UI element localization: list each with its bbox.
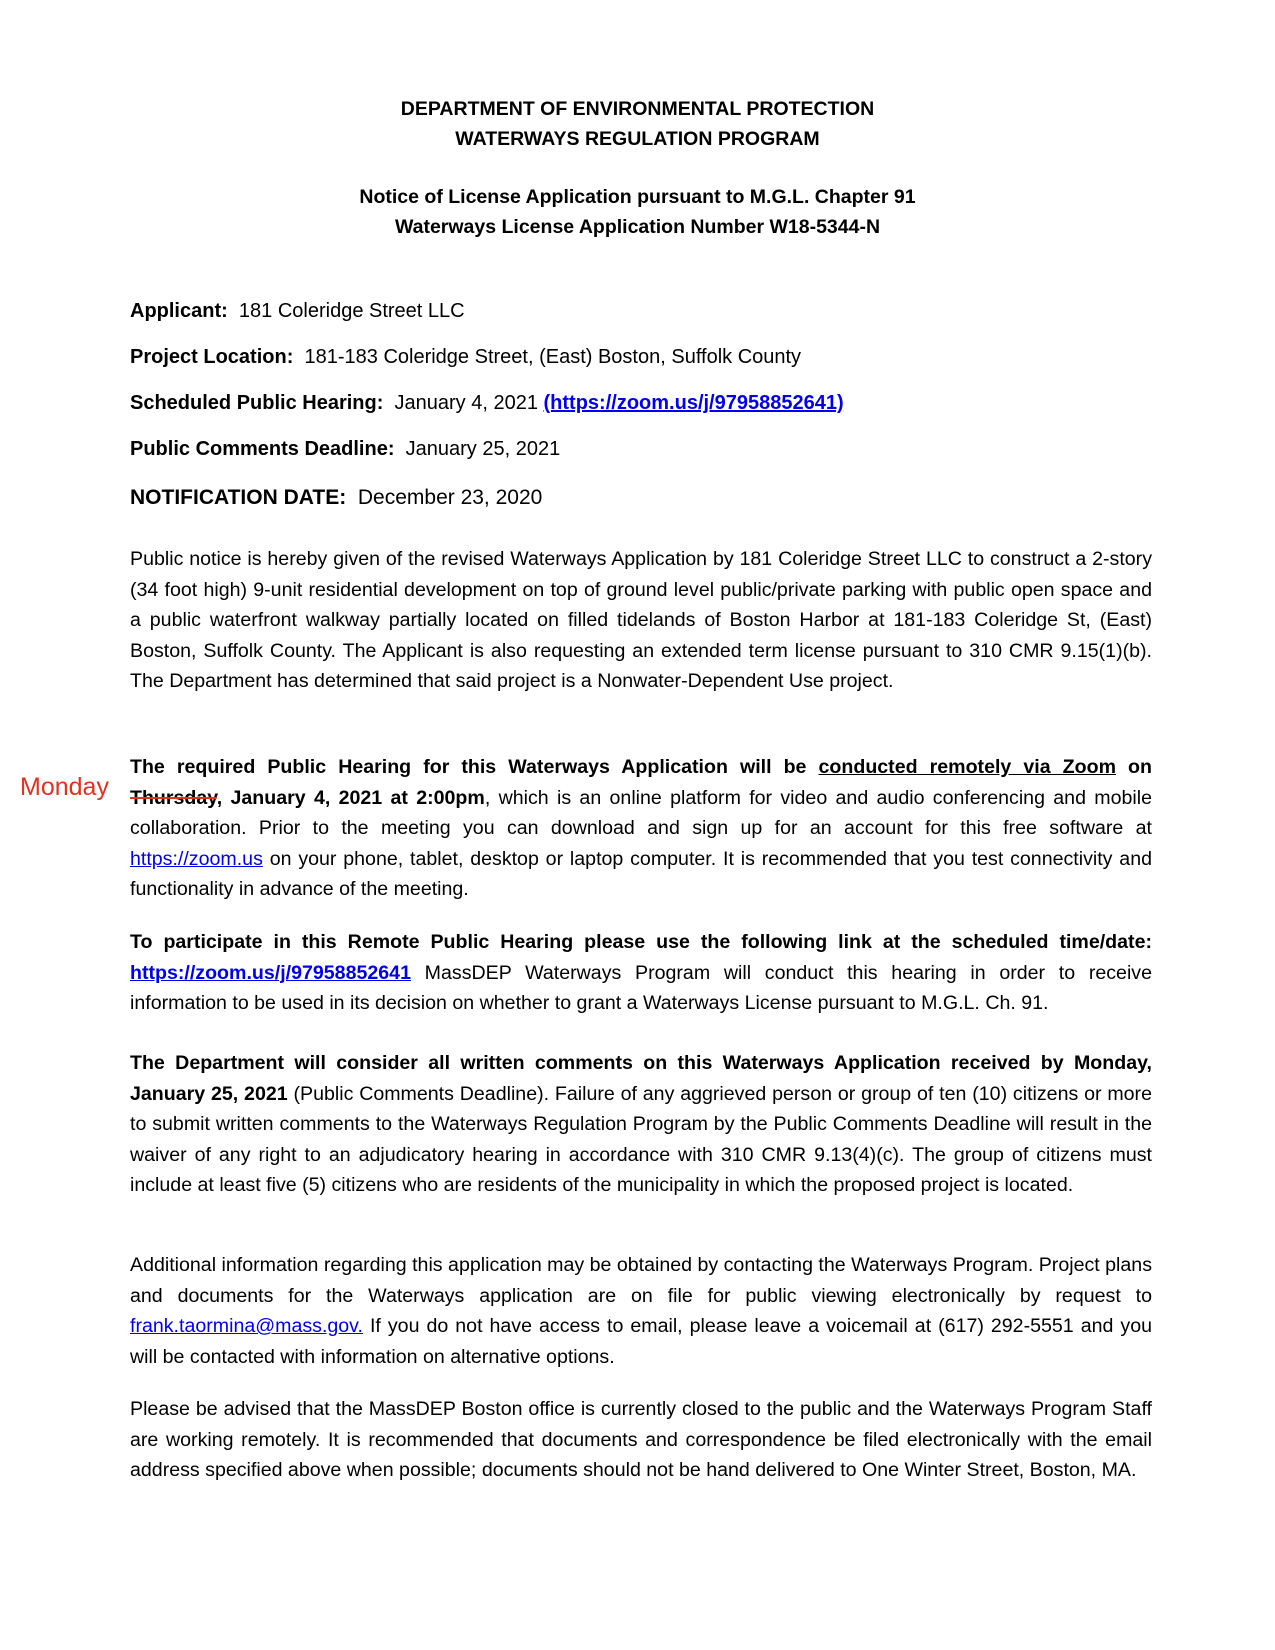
additional-info-text: Additional information regarding this application may be obtained by contacting the Waterways Program. Project plans and documents for the Waterways application are on file for public viewing electronically by request to [130, 1254, 1152, 1307]
comments-deadline-statement: The Department will consider all written comments on this Waterways Application received by Monday, January 25, 2021 [130, 1052, 1152, 1105]
applicant-label: Applicant: [130, 300, 228, 322]
applicant-field [130, 297, 465, 325]
project-location-label: Project Location: [130, 346, 294, 368]
hearing-zoom-link[interactable]: (https://zoom.us/j/97958852641) [543, 392, 844, 414]
project-location-value: 181-183 Coleridge Street, (East) Boston, Suffolk County [304, 346, 802, 368]
comments-deadline-value: January 25, 2021 [405, 438, 561, 460]
adjudicatory-waiver-text: (Public Comments Deadline). Failure of any aggrieved person or group of ten (10) citizens or more to submit written comments to the Waterways Regulation Program by the Public Comments Deadline will result in the waiver of any right to an adjudicatory hearing in accordance with 310 CMR 9.13(4)(c). The group of citizens must include at least five (5) citizens who are residents of the municipality in which the proposed project is located. [130, 1082, 1152, 1197]
notice-title: Notice of License Application pursuant to M.G.L. Chapter 91 [359, 186, 916, 208]
hearing-datetime: , January 4, 2021 at 2:00pm [216, 786, 485, 809]
hearing-statement: The required Public Hearing for this Waterways Application will be [130, 756, 819, 778]
application-number: Waterways License Application Number W18-5344-N [394, 216, 881, 238]
zoom-download-link[interactable]: https://zoom.us [130, 847, 263, 870]
department-name: DEPARTMENT OF ENVIRONMENTAL PROTECTION [400, 98, 875, 120]
notification-date-label: NOTIFICATION DATE: [130, 486, 347, 509]
remote-zoom-phrase: conducted remotely via Zoom [818, 756, 1116, 778]
comments-deadline-label: Public Comments Deadline: [130, 438, 395, 460]
handwritten-correction-annotation: Monday [20, 773, 109, 801]
scheduled-hearing-label: Scheduled Public Hearing: [130, 392, 384, 414]
scheduled-hearing-field [130, 389, 844, 417]
written-comments-paragraph [130, 1048, 1152, 1201]
department-heading [0, 94, 1275, 154]
participation-instruction: To participate in this Remote Public Hearing please use the following link at the scheduled time/date: [130, 931, 1152, 953]
struck-weekday: Thursday [130, 786, 217, 809]
participation-details: MassDEP Waterways Program will conduct this hearing in order to receive information to be used in its decision on whether to grant a Waterways License pursuant to M.G.L. Ch. 91. [130, 961, 1152, 1015]
notification-date-value: December 23, 2020 [357, 486, 543, 509]
contact-email-link[interactable]: frank.taormina@mass.gov. [130, 1315, 363, 1338]
project-description-paragraph: Public notice is hereby given of the revised Waterways Application by 181 Coleridge Street LLC to construct a 2-story (34 foot high) 9-unit residential development on top of ground level public/private parking with public open space and a public waterfront walkway partially located on filled tidelands of Boston Harbor at 181-183 Coleridge St, (East) Boston, Suffolk County. The Applicant is also requesting an extended term license pursuant to 310 CMR 9.15(1)(b). The Department has determined that said project is a Nonwater-Dependent Use project. [130, 548, 1152, 693]
additional-information-paragraph [130, 1250, 1152, 1372]
public-hearing-paragraph [130, 752, 1152, 905]
project-location-field [130, 343, 801, 371]
zoom-recommendation-text: on your phone, tablet, desktop or laptop computer. It is recommended that you test connectivity and functionality in advance of the meeting. [130, 847, 1152, 901]
notification-date-field [130, 484, 542, 512]
notice-heading [0, 182, 1275, 242]
applicant-value: 181 Coleridge Street LLC [238, 300, 465, 322]
comments-deadline-field [130, 435, 560, 463]
participation-paragraph [130, 927, 1152, 1019]
voicemail-text: If you do not have access to email, please leave a voicemail at (617) 292-5551 and you will be contacted with information on alternative options. [130, 1315, 1152, 1368]
meeting-join-link[interactable]: https://zoom.us/j/97958852641 [130, 961, 411, 984]
hearing-on: on [1116, 756, 1152, 778]
program-name: WATERWAYS REGULATION PROGRAM [455, 128, 820, 150]
office-closure-paragraph: Please be advised that the MassDEP Boston office is currently closed to the public and the Waterways Program Staff are working remotely. It is recommended that documents and correspondence be filed electronically with the email address specified above when possible; documents should not be hand delivered to One Winter Street, Boston, MA. [130, 1398, 1152, 1482]
zoom-description-text: , which is an online platform for video and audio conferencing and mobile collaboration. Prior to the meeting you can download and sign up for an account for this free software at [130, 786, 1152, 840]
scheduled-hearing-value: January 4, 2021 [394, 392, 538, 414]
